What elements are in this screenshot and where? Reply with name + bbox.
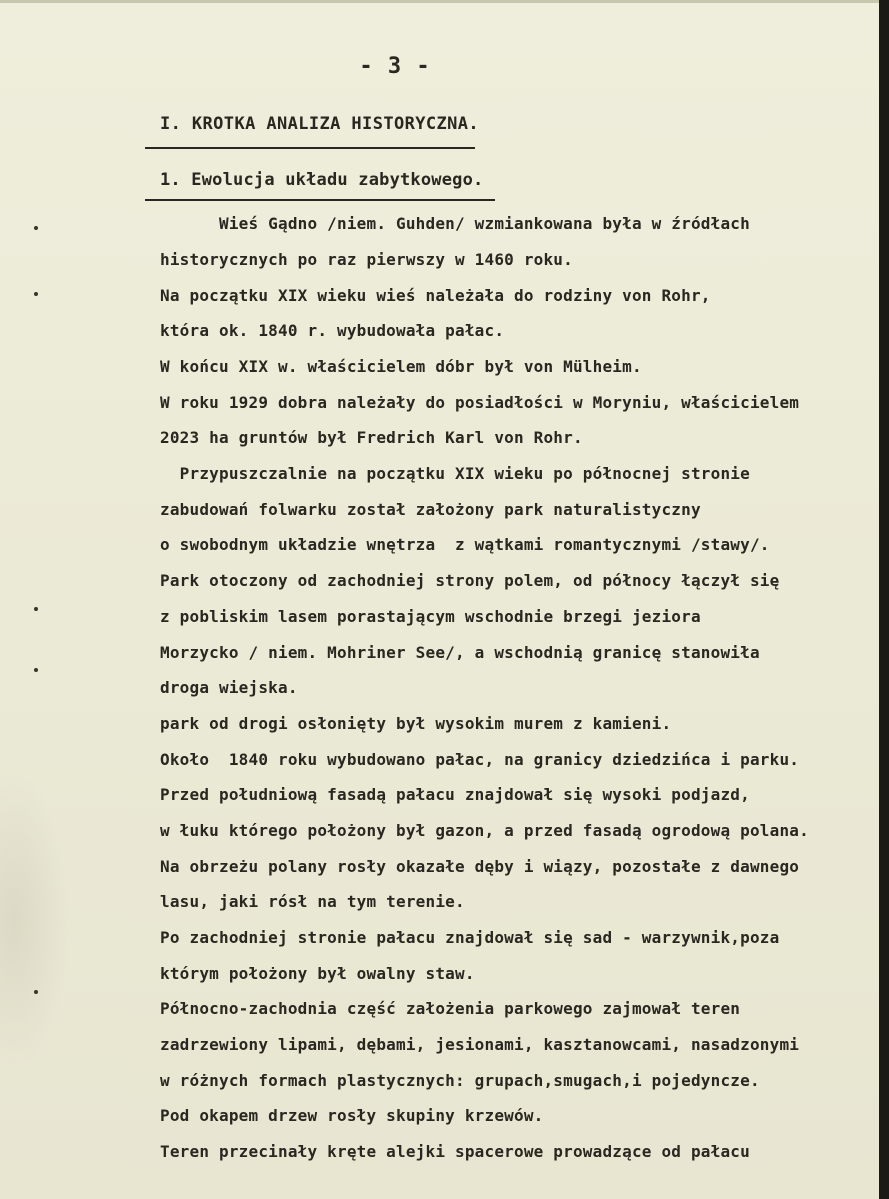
text-line: Na początku XIX wieku wieś należała do rodziny von Rohr, [160,286,711,305]
text-line: z pobliskim lasem porastającym wschodnie brzegi jeziora [160,607,701,626]
text-line: W końcu XIX w. właścicielem dóbr był von Mülheim. [160,357,642,376]
text-line: Park otoczony od zachodniej strony polem, od północy łączył się [160,571,780,590]
margin-dot [34,990,38,994]
margin-dot [34,226,38,230]
section-heading: I. KROTKA ANALIZA HISTORYCZNA. [160,114,480,134]
text-line: w różnych formach plastycznych: grupach,smugach,i pojedyncze. [160,1071,760,1090]
text-line: Na obrzeżu polany rosły okazałe dęby i wiązy, pozostałe z dawnego [160,857,800,876]
text-line: Około 1840 roku wybudowano pałac, na granicy dziedzińca i parku. [160,750,800,769]
subsection-heading-underline [145,199,495,201]
text-line: Morzycko / niem. Mohriner See/, a wschodnią granicę stanowiła [160,643,760,662]
text-line: zadrzewiony lipami, dębami, jesionami, kasztanowcami, nasadzonymi [160,1035,800,1054]
text-line: która ok. 1840 r. wybudowała pałac. [160,321,505,340]
text-line: W roku 1929 dobra należały do posiadłości w Moryniu, właścicielem [160,393,800,412]
text-line: historycznych po raz pierwszy w 1460 roku. [160,250,573,269]
text-line: lasu, jaki rósł na tym terenie. [160,892,465,911]
text-line: park od drogi osłonięty był wysokim murem z kamieni. [160,714,672,733]
margin-dot [34,292,38,296]
text-line: zabudowań folwarku został założony park naturalistyczny [160,500,701,519]
paper-stain [0,770,70,1070]
text-line: Pod okapem drzew rosły skupiny krzewów. [160,1106,544,1125]
text-line: o swobodnym układzie wnętrza z wątkami romantycznymi /stawy/. [160,535,770,554]
text-line: którym położony był owalny staw. [160,964,475,983]
scan-top-edge [0,0,889,3]
subsection-heading: 1. Ewolucja układu zabytkowego. [160,170,484,190]
text-line: droga wiejska. [160,678,298,697]
text-line: Teren przecinały kręte alejki spacerowe prowadzące od pałacu [160,1142,750,1161]
text-line: Przed południową fasadą pałacu znajdował się wysoki podjazd, [160,785,750,804]
text-line: Wieś Gądno /niem. Guhden/ wzmiankowana była w źródłach [160,214,750,233]
scan-right-edge [879,0,889,1199]
margin-dot [34,607,38,611]
text-line: Po zachodniej stronie pałacu znajdował się sad - warzywnik,poza [160,928,780,947]
text-line: w łuku którego położony był gazon, a przed fasadą ogrodową polana. [160,821,809,840]
page-number: - 3 - [359,54,431,79]
text-line: Przypuszczalnie na początku XIX wieku po północnej stronie [160,464,750,483]
text-line: Północno-zachodnia część założenia parkowego zajmował teren [160,999,741,1018]
margin-dot [34,668,38,672]
text-line: 2023 ha gruntów był Fredrich Karl von Rohr. [160,428,583,447]
section-heading-underline [145,147,475,149]
